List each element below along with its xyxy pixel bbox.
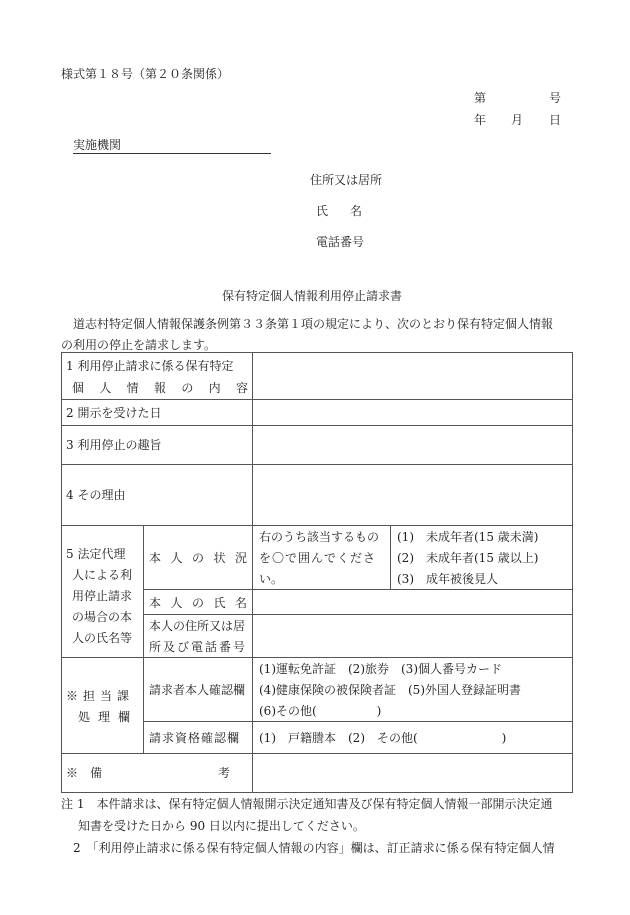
status-option[interactable]: (2) 未成年者(15 歳以上): [397, 551, 539, 565]
row1-label-line2: 個 人 情 報 の 内 容: [72, 381, 248, 395]
status-option[interactable]: (1) 未成年者(15 歳未満): [397, 530, 539, 544]
person-address-field[interactable]: [252, 614, 573, 658]
doc-no-prefix: 第: [474, 91, 487, 105]
person-name-label-cell: 本 人 の 氏 名: [143, 589, 253, 615]
status-label-cell: 本 人 の 状 況: [143, 525, 253, 590]
id-option[interactable]: (6)その他( ): [259, 704, 382, 718]
intro-line-1: 道志村特定個人情報保護条例第３３条第１項の規定により、次のとおり保有特定個人情報: [73, 317, 554, 331]
date-year: 年: [474, 113, 487, 127]
row3-value-field[interactable]: [252, 425, 573, 465]
row4-value-field[interactable]: [252, 464, 573, 526]
row1-label-line1: 1 利用停止請求に係る保有特定: [66, 359, 234, 373]
note-1-line-2: 知書を受けた日から 90 日以内に提出してください。: [78, 819, 365, 833]
row3-label-cell: 3 利用停止の趣旨: [61, 425, 253, 465]
name-label-1: 氏: [316, 204, 329, 218]
office-label-cell: ※担当課 処理欄: [61, 657, 144, 754]
status-instruction-cell: 右のうち該当するもの を〇で囲んでくださ い。: [252, 525, 391, 590]
status-option[interactable]: (3) 成年被後見人: [397, 572, 498, 586]
id-check-label-cell: 請求者本人確認欄: [143, 657, 253, 722]
agency-label: 実施機関: [73, 139, 271, 154]
form-number: 様式第１８号（第２０条関係）: [61, 67, 230, 81]
date-day: 日: [549, 113, 562, 127]
note-2-line-1: 2 「利用停止請求に係る保有特定個人情報の内容」欄は、訂正請求に係る保有特定個人情: [73, 841, 555, 855]
row2-label-cell: 2 開示を受けた日: [61, 399, 253, 426]
row4-label-cell: 4 その理由: [61, 464, 253, 526]
row2-value-field[interactable]: [252, 399, 573, 426]
person-address-label-cell: 本人の住所又は居 所及び電話番号: [143, 614, 253, 658]
document-title: 保有特定個人情報利用停止請求書: [222, 289, 403, 303]
intro-line-2: の利用の停止を請求します。: [61, 338, 217, 352]
id-option[interactable]: (4)健康保険の被保険者証 (5)外国人登録証明書: [259, 683, 521, 697]
remarks-field[interactable]: [252, 753, 573, 793]
qualification-label-cell: 請求資格確認欄: [143, 721, 253, 754]
address-label: 住所又は居所: [310, 173, 383, 187]
phone-label: 電話番号: [316, 235, 365, 249]
note-1-line-1: 注 1 本件請求は、保有特定個人情報開示決定通知書及び保有特定個人情報一部開示決定通: [61, 797, 553, 811]
date-month: 月: [511, 113, 524, 127]
name-label-2: 名: [350, 204, 363, 218]
person-name-field[interactable]: [252, 589, 573, 615]
row1-value-field[interactable]: [252, 352, 573, 400]
remarks-label-cell: ※ 備 考: [61, 753, 253, 793]
doc-no-suffix: 号: [549, 91, 562, 105]
id-option[interactable]: (1)運転免許証 (2)旅券 (3)個人番号カード: [259, 662, 502, 676]
row5-label-cell: 5 法定代理 人による利 用停止請求 の場合の本 人の氏名等: [61, 525, 144, 658]
row1-label-cell: [61, 352, 253, 400]
qualification-option[interactable]: (1) 戸籍謄本 (2) その他( ): [259, 731, 507, 745]
status-options-cell: [390, 525, 573, 590]
qualification-options-cell: [252, 721, 573, 754]
id-check-options-cell: [252, 657, 573, 722]
